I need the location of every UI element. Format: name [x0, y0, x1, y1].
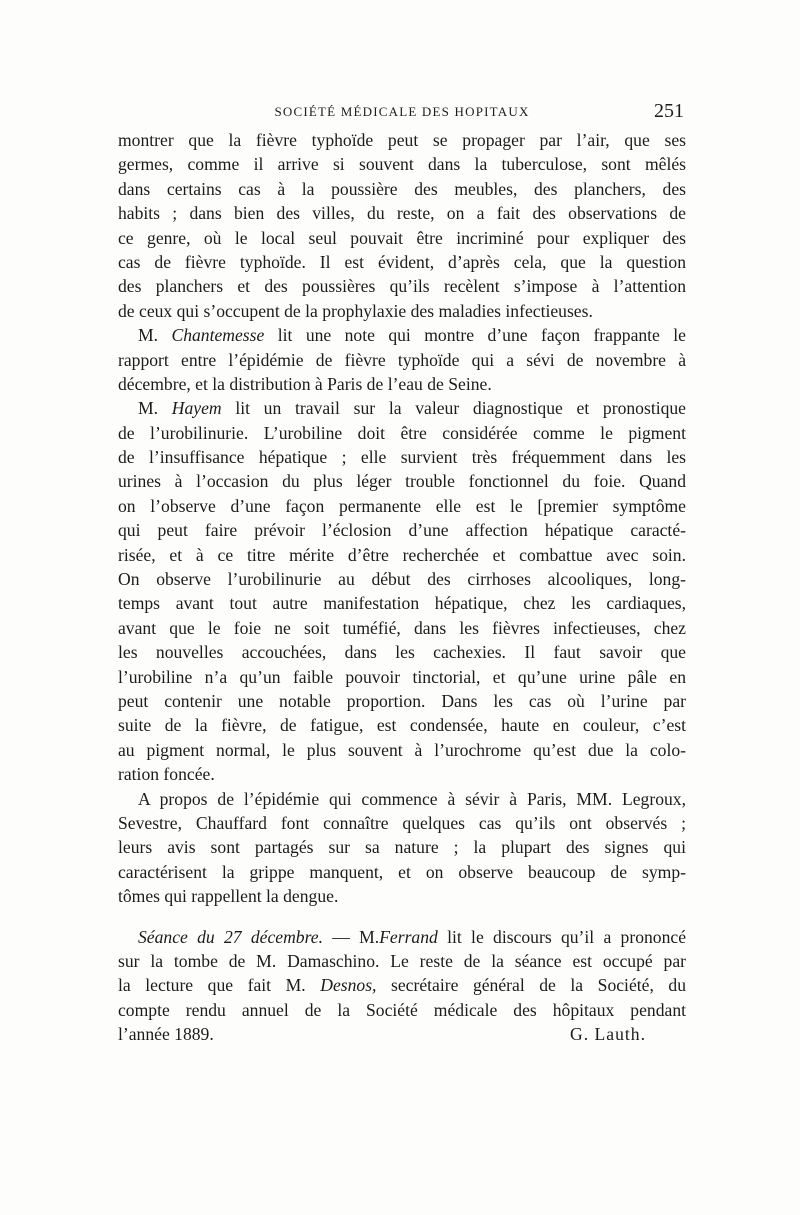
author-name: Desnos,: [320, 975, 377, 996]
text-span: secrétaire général de la Société, du: [391, 975, 686, 996]
author-name: Ferrand: [379, 926, 438, 947]
text-line: dans certains cas à la poussière des meubles, des planchers, des: [118, 178, 686, 199]
text-line: de l’urobilinurie. L’urobiline doit être considérée comme le pigment: [118, 422, 686, 443]
text-line: [118, 396, 686, 420]
text-span: lit un travail sur la valeur diagnostique et pronostique: [235, 398, 686, 419]
text-span: — M.: [322, 926, 380, 947]
body-text: [118, 128, 686, 1046]
author-prefix: M.: [138, 325, 159, 346]
author-name: Chantemesse: [171, 325, 265, 346]
text-line: au pigment normal, le plus souvent à l’urochrome qu’est due la colo-: [118, 739, 686, 760]
text-line: cas de fièvre typhoïde. Il est évident, d’après cela, que la question: [118, 251, 686, 272]
text-line: caractérisent la grippe manquent, et on observe beaucoup de symp-: [118, 861, 686, 882]
text-line: germes, comme il arrive si souvent dans la tuberculose, sont mêlés: [118, 154, 686, 175]
text-line: [118, 973, 686, 997]
text-line: risée, et à ce titre mérite d’être recherchée et combattue avec soin.: [118, 544, 686, 565]
running-head: [118, 100, 686, 126]
text-line: ration foncée.: [118, 764, 215, 785]
text-line: l’urobiline n’a qu’un faible pouvoir tinctorial, et qu’une urine pâle en: [118, 666, 686, 687]
signature: G. Lauth.: [570, 1024, 646, 1045]
author-prefix: M.: [138, 398, 159, 419]
text-line: peut contenir une notable proportion. Dans les cas où l’urine par: [118, 690, 686, 711]
paragraph-hayem: [118, 396, 686, 786]
text-line: ce genre, où le local seul pouvait être incriminé pour expliquer des: [118, 227, 686, 248]
text-line: [118, 925, 686, 949]
text-span: lit le discours qu’il a prononcé: [447, 926, 686, 947]
text-line: temps avant tout autre manifestation hépatique, chez les cardiaques,: [118, 593, 686, 614]
text-line: leurs avis sont partagés sur sa nature ; la plupart des signes qui: [118, 837, 686, 858]
text-line: sur la tombe de M. Damaschino. Le reste de la séance est occupé par: [118, 950, 686, 971]
text-line: tômes qui rappellent la dengue.: [118, 886, 339, 907]
text-span: lit une note qui montre d’une façon frappante le: [277, 325, 686, 346]
text-line: rapport entre l’épidémie de fièvre typhoïde qui a sévi de novembre à: [118, 349, 686, 370]
page-number: 251: [654, 100, 684, 122]
text-span: l’année 1889.: [118, 1024, 214, 1045]
paragraph-seance: [118, 925, 686, 1047]
text-line: [118, 323, 686, 347]
running-title: SOCIÉTÉ MÉDICALE DES HOPITAUX: [274, 104, 530, 119]
paragraph-chantemesse: [118, 323, 686, 396]
text-line: [118, 1022, 686, 1046]
paragraph-continuation: [118, 128, 686, 323]
text-line: de l’insuffisance hépatique ; elle survient très fréquemment dans les: [118, 447, 686, 468]
text-line: compte rendu annuel de la Société médicale des hôpitaux pendant: [118, 999, 686, 1020]
text-line: les nouvelles accouchées, dans les cachexies. Il faut savoir que: [118, 642, 686, 663]
text-line: habits ; dans bien des villes, du reste, on a fait des observations de: [118, 203, 686, 224]
text-line: On observe l’urobilinurie au début des cirrhoses alcooliques, long-: [118, 569, 686, 590]
text-line: avant que le foie ne soit tuméfié, dans les fièvres infectieuses, chez: [118, 617, 686, 638]
section-gap: [118, 909, 686, 925]
author-name: Hayem: [171, 398, 222, 419]
text-line: montrer que la fièvre typhoïde peut se propager par l’air, que ses: [118, 130, 686, 150]
text-line: de ceux qui s’occupent de la prophylaxie des maladies infectieuses.: [118, 300, 593, 321]
text-line: décembre, et la distribution à Paris de l’eau de Seine.: [118, 373, 492, 394]
text-line: qui peut faire prévoir l’éclosion d’une affection hépatique caracté-: [118, 520, 686, 541]
text-line: suite de la fièvre, de fatigue, est condensée, haute en couleur, c’est: [118, 715, 686, 736]
text-line: des planchers et des poussières qu’ils recèlent s’impose à l’attention: [118, 276, 686, 297]
paragraph-epidemie: [118, 787, 686, 909]
text-span: la lecture que fait M.: [118, 975, 306, 996]
text-line: urines à l’occasion du plus léger trouble fonctionnel du foie. Quand: [118, 471, 686, 492]
text-line: on l’observe d’une façon permanente elle est le [premier symptôme: [118, 495, 686, 516]
text-line: Sevestre, Chauffard font connaître quelques cas qu’ils ont observés ;: [118, 812, 686, 833]
text-line: A propos de l’épidémie qui commence à sévir à Paris, MM. Legroux,: [138, 788, 686, 809]
session-heading: Séance du 27 décembre.: [138, 926, 323, 947]
